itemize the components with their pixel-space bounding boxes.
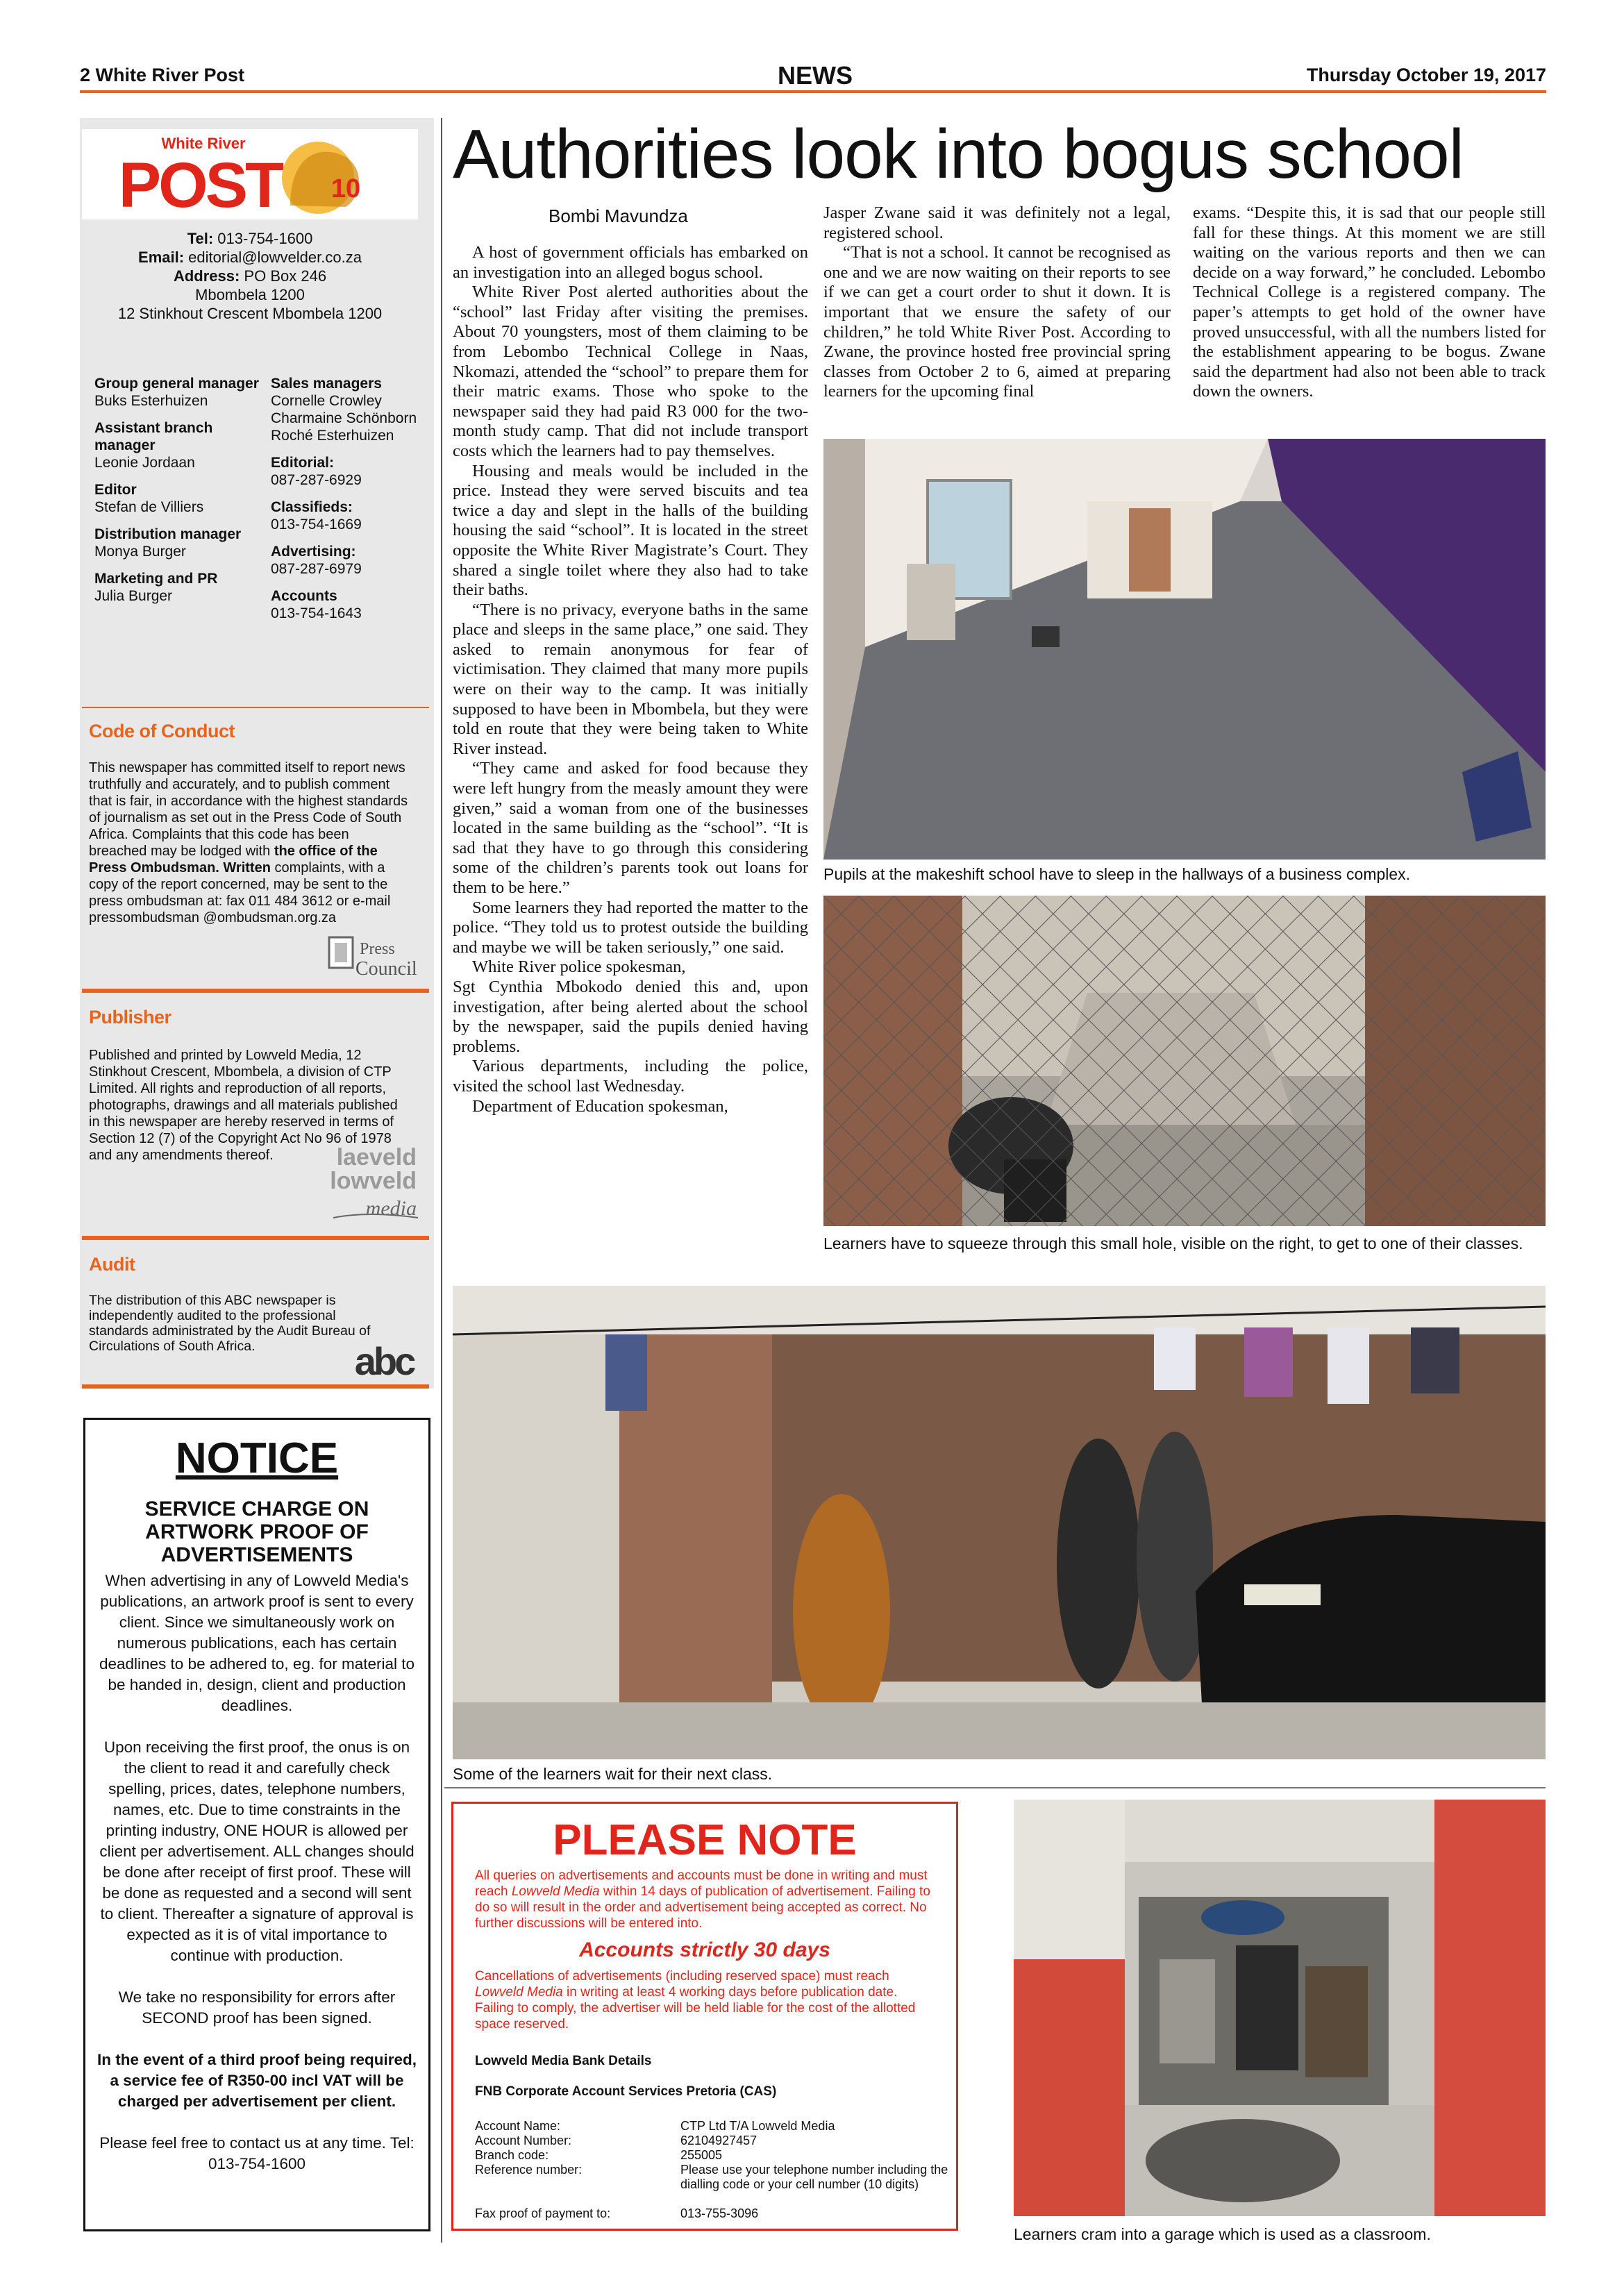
bank-name-heading: FNB Corporate Account Services Pretoria (CAS) (475, 2084, 777, 2099)
accounts-strictly-heading: Accounts strictly 30 days (579, 1938, 830, 1961)
section-rule (82, 989, 429, 993)
staff-role: Marketing and PR (94, 571, 218, 587)
article-paragraph: “They came and asked for food because they were left hungry from the measly amount they were given,” said a woman from one of the businesses located in the same building as the “school”. “It is sad that they have to go through this considering some of the children’s parents took out loans for them to be here.” (453, 759, 808, 897)
staff-role: Assistant branch manager (94, 420, 213, 453)
staff-phone: 013-754-1643 (271, 605, 362, 621)
address-value: PO Box 246 (244, 267, 327, 285)
notice-fee-paragraph: In the event of a third proof being required, a service fee of R350-00 incl VAT will be charged per advertisement per client. (97, 2051, 417, 2110)
tel-value: 013-754-1600 (217, 230, 313, 247)
publisher-heading: Publisher (89, 1007, 171, 1028)
svg-text:media: media (365, 1197, 417, 1220)
bank-field-value: CTP Ltd T/A Lowveld Media (680, 2119, 835, 2133)
bank-field-label: Reference number: (475, 2163, 583, 2177)
article-paragraph: “There is no privacy, everyone baths in the same place and sleeps in the same place,” one said. They asked to remain anonymous for fear of victimisation. They claimed that many more pupils were on their way to the camp. It was initially supposed to have been in Mbombela, but they were told en route that they were being taken to White River instead. (453, 600, 808, 758)
issue-date: Thursday October 19, 2017 (1306, 65, 1546, 85)
bank-field-value: 013-755-3096 (680, 2206, 759, 2220)
address-line-3: 12 Stinkhout Crescent Mbombela 1200 (117, 305, 383, 322)
section-name: NEWS (778, 61, 853, 90)
staff-name: Cornelle Crowley Charmaine Schönborn Roché Esterhuizen (271, 393, 417, 444)
article-paragraph: Department of Education spokesman, (472, 1096, 728, 1116)
masthead-logo (82, 129, 418, 219)
svg-text:Press: Press (360, 940, 395, 958)
staff-name: Julia Burger (94, 588, 173, 604)
notice-paragraph: Upon receiving the first proof, the onus is on the client to read it and carefully check spelling, prices, dates, telephone numbers, names, etc. Due to time constraints in the printing industry, ONE HOUR is allowed per client per advertisement. ALL changes should be done after receipt of first proof. These will be done as requested and a second will sent to client. Thereafter a signature of approval is expected as it is of vital importance to continue with production. (99, 1738, 415, 1964)
article-column-2 (823, 203, 1171, 402)
article-column-1 (453, 243, 808, 1116)
please-note-queries-text: All queries on advertisements and accounts must be done in writing and must reach Lowveld Media within 14 days of publication of advertisement. Failing to do so will result in the order and advertisement being accepted as correct. No further discussions will be entered into. (475, 1868, 930, 1931)
svg-text:Council: Council (355, 958, 417, 980)
page-folio: 2 White River Post (80, 65, 245, 85)
photo-caption: Pupils at the makeshift school have to sleep in the hallways of a business complex. (823, 865, 1411, 883)
header-rule (80, 90, 1546, 93)
staff-phone: 087-287-6929 (271, 472, 362, 488)
article-headline: Authorities look into bogus school (453, 115, 1464, 193)
staff-role: Editor (94, 482, 137, 498)
code-of-conduct-heading: Code of Conduct (89, 721, 235, 741)
fence-photo (823, 896, 1546, 1226)
staff-role: Editorial: (271, 455, 335, 471)
article-paragraph: Housing and meals would be included in the price. Instead they were served biscuits and tea twice a day and slept in the halls of the building housing the said “school”. It is located in the street opposite the White River Magistrate’s Court. They shared a single toilet where they also had to take their baths. (453, 461, 808, 600)
article-paragraph: White River Post alerted authorities about the “school” last Friday after visiting the premises. About 70 youngsters, most of them claiming to be from Lebombo Technical College in Naas, Nkomazi, attended the “school” to prepare them for their matric exams. Those who spoke to the newspaper said they had paid R3 000 for the two-month study camp. That did not include transport costs which the learners had to pay themselves. (453, 283, 808, 460)
staff-phone: 087-287-6979 (271, 561, 362, 577)
masthead-contacts (82, 229, 418, 323)
article-paragraph: Some learners they had reported the matter to the police. “They told us to protest outside the building and maybe we will be taken seriously,” one said. (453, 898, 808, 957)
article-paragraph: A host of government officials has embarked on an investigation into an alleged bogus school. (453, 243, 808, 282)
address-line-2: Mbombela 1200 (195, 286, 305, 303)
audit-heading: Audit (89, 1254, 135, 1275)
staff-name: Leonie Jordaan (94, 455, 195, 471)
svg-text:10: 10 (330, 174, 361, 203)
please-note-title: PLEASE NOTE (553, 1816, 857, 1864)
section-rule (82, 1236, 429, 1240)
hallway-photo (823, 439, 1546, 860)
email-label: Email: (138, 249, 185, 266)
staff-name: Monya Burger (94, 544, 186, 560)
bank-details-heading: Lowveld Media Bank Details (475, 2054, 652, 2068)
abc-logo (344, 1340, 424, 1383)
bank-field-label: Account Number: (475, 2134, 572, 2147)
staff-phone: 013-754-1669 (271, 517, 362, 533)
staff-role: Accounts (271, 588, 337, 604)
lowveld-media-logo (326, 1136, 424, 1226)
tel-label: Tel: (187, 230, 214, 247)
address-label: Address: (173, 267, 240, 285)
photo-caption: Learners cram into a garage which is used as a classroom. (1014, 2225, 1431, 2243)
photo-caption: Some of the learners wait for their next class. (453, 1765, 773, 1783)
audit-text: The distribution of this ABC newspaper is independently audited to the professional standards administrated by the Audit Bureau of Circulations of South Africa. (89, 1293, 371, 1354)
staff-role: Classifieds: (271, 499, 353, 515)
svg-text:White River: White River (161, 135, 246, 152)
garage-classroom-photo (1014, 1800, 1546, 2216)
section-rule (82, 707, 429, 708)
staff-name: Buks Esterhuizen (94, 393, 208, 409)
bank-field-value: Please use your telephone number including the dialling code or your cell number (10 digits) (680, 2163, 948, 2191)
article-column-3 (1193, 203, 1546, 402)
staff-role: Sales managers (271, 376, 382, 392)
article-paragraph: Sgt Cynthia Mbokodo denied this and, upon investigation, after being alerted about the school by the newspaper, said the pupils denied having problems. (453, 977, 808, 1056)
photo-caption: Learners have to squeeze through this small hole, visible on the right, to get to one of their classes. (823, 1234, 1523, 1252)
notice-title: NOTICE (175, 1434, 339, 1482)
article-paragraph: White River police spokesman, (472, 957, 686, 977)
svg-text:POST: POST (118, 150, 282, 219)
article-paragraph: Jasper Zwane said it was definitely not a legal, registered school. (823, 203, 1171, 242)
article-byline: Bombi Mavundza (549, 206, 688, 226)
notice-paragraph: We take no responsibility for errors after SECOND proof has been signed. (118, 1988, 396, 2027)
notice-paragraph: When advertising in any of Lowveld Media's publications, an artwork proof is sent to every client. Since we simultaneously work on numerous publications, each has certain deadlines to be adhered to, eg. for material to be handed in, design, client and production deadlines. (99, 1572, 415, 1714)
staff-role: Distribution manager (94, 526, 242, 542)
bank-field-label: Account Name: (475, 2119, 561, 2133)
staff-list-left (94, 375, 261, 614)
staff-name: Stefan de Villiers (94, 499, 204, 515)
notice-body (96, 1570, 418, 2195)
article-paragraph: Various departments, including the police, visited the school last Wednesday. (453, 1057, 808, 1096)
publisher-text: Published and printed by Lowveld Media, 12 Stinkhout Crescent, Mbombela, a division of CTP Limited. All rights and reproduction of all reports, photographs, drawings and all materials published in this newspaper are hereby reserved in terms of Section 12 (7) of the Copyright Act No 96 of 1978 and any amendments thereof. (89, 1048, 398, 1163)
bank-field-value: 255005 (680, 2148, 723, 2162)
svg-text:lowveld: lowveld (330, 1168, 417, 1194)
please-note-cancellations-text: Cancellations of advertisements (including reserved space) must reach Lowveld Media in writing at least 4 working days before publication date. Failing to comply, the advertiser will be held liable for the cost of the allotted space reserved. (475, 1969, 916, 2031)
section-rule (444, 1787, 1546, 1788)
article-paragraph: “That is not a school. It cannot be recognised as one and we are now waiting on their reports to see if we can get a court order to shut it down. It is important that we ensure the safety of our children,” he told White River Post. According to Zwane, the province hosted free provincial spring classes from October 2 to 6, aimed at preparing learners for the upcoming final (823, 243, 1171, 401)
staff-role: Group general manager (94, 376, 259, 392)
email-value[interactable]: editorial@lowvelder.co.za (188, 249, 362, 266)
article-paragraph: exams. “Despite this, it is sad that our people still fall for these things. At this moment we are still waiting on the various reports and then we can decide on a way forward,” he concluded. Lebombo Technical College is a registered company. The paper’s attempts to get hold of the owner have proved unsuccessful, with all the numbers listed for the establishment appearing to be bogus. Zwane said the department had also not been able to track down the owners. (1193, 203, 1546, 401)
staff-role: Advertising: (271, 544, 356, 560)
svg-text:abc: abc (354, 1340, 414, 1383)
bank-field-label: Fax proof of payment to: (475, 2206, 611, 2220)
courtyard-photo (453, 1286, 1546, 1759)
notice-subtitle: SERVICE CHARGE ON ARTWORK PROOF OF ADVERTISEMENTS (144, 1498, 369, 1566)
notice-paragraph: Please feel free to contact us at any time. Tel: 013-754-1600 (99, 2134, 415, 2172)
bank-field-label: Branch code: (475, 2148, 549, 2162)
staff-list-right (271, 375, 424, 632)
section-rule (82, 1384, 429, 1389)
code-of-conduct-text: This newspaper has committed itself to report news truthfully and accurately, and to publish comment that is fair, in accordance with the highest standards of journalism as set out in the Press Code of South Africa. Complaints that this code has been breached may be lodged with the office of the Press Ombudsman. Written complaints, with a copy of the report concerned, may be sent to the press ombudsman at: fax 011 484 3612 or e-mail pressombudsman @ombudsman.org.za (89, 760, 408, 925)
press-council-logo (326, 933, 424, 980)
svg-text:laeveld: laeveld (336, 1144, 417, 1171)
bank-field-value: 62104927457 (680, 2134, 757, 2147)
column-divider (441, 118, 442, 2243)
